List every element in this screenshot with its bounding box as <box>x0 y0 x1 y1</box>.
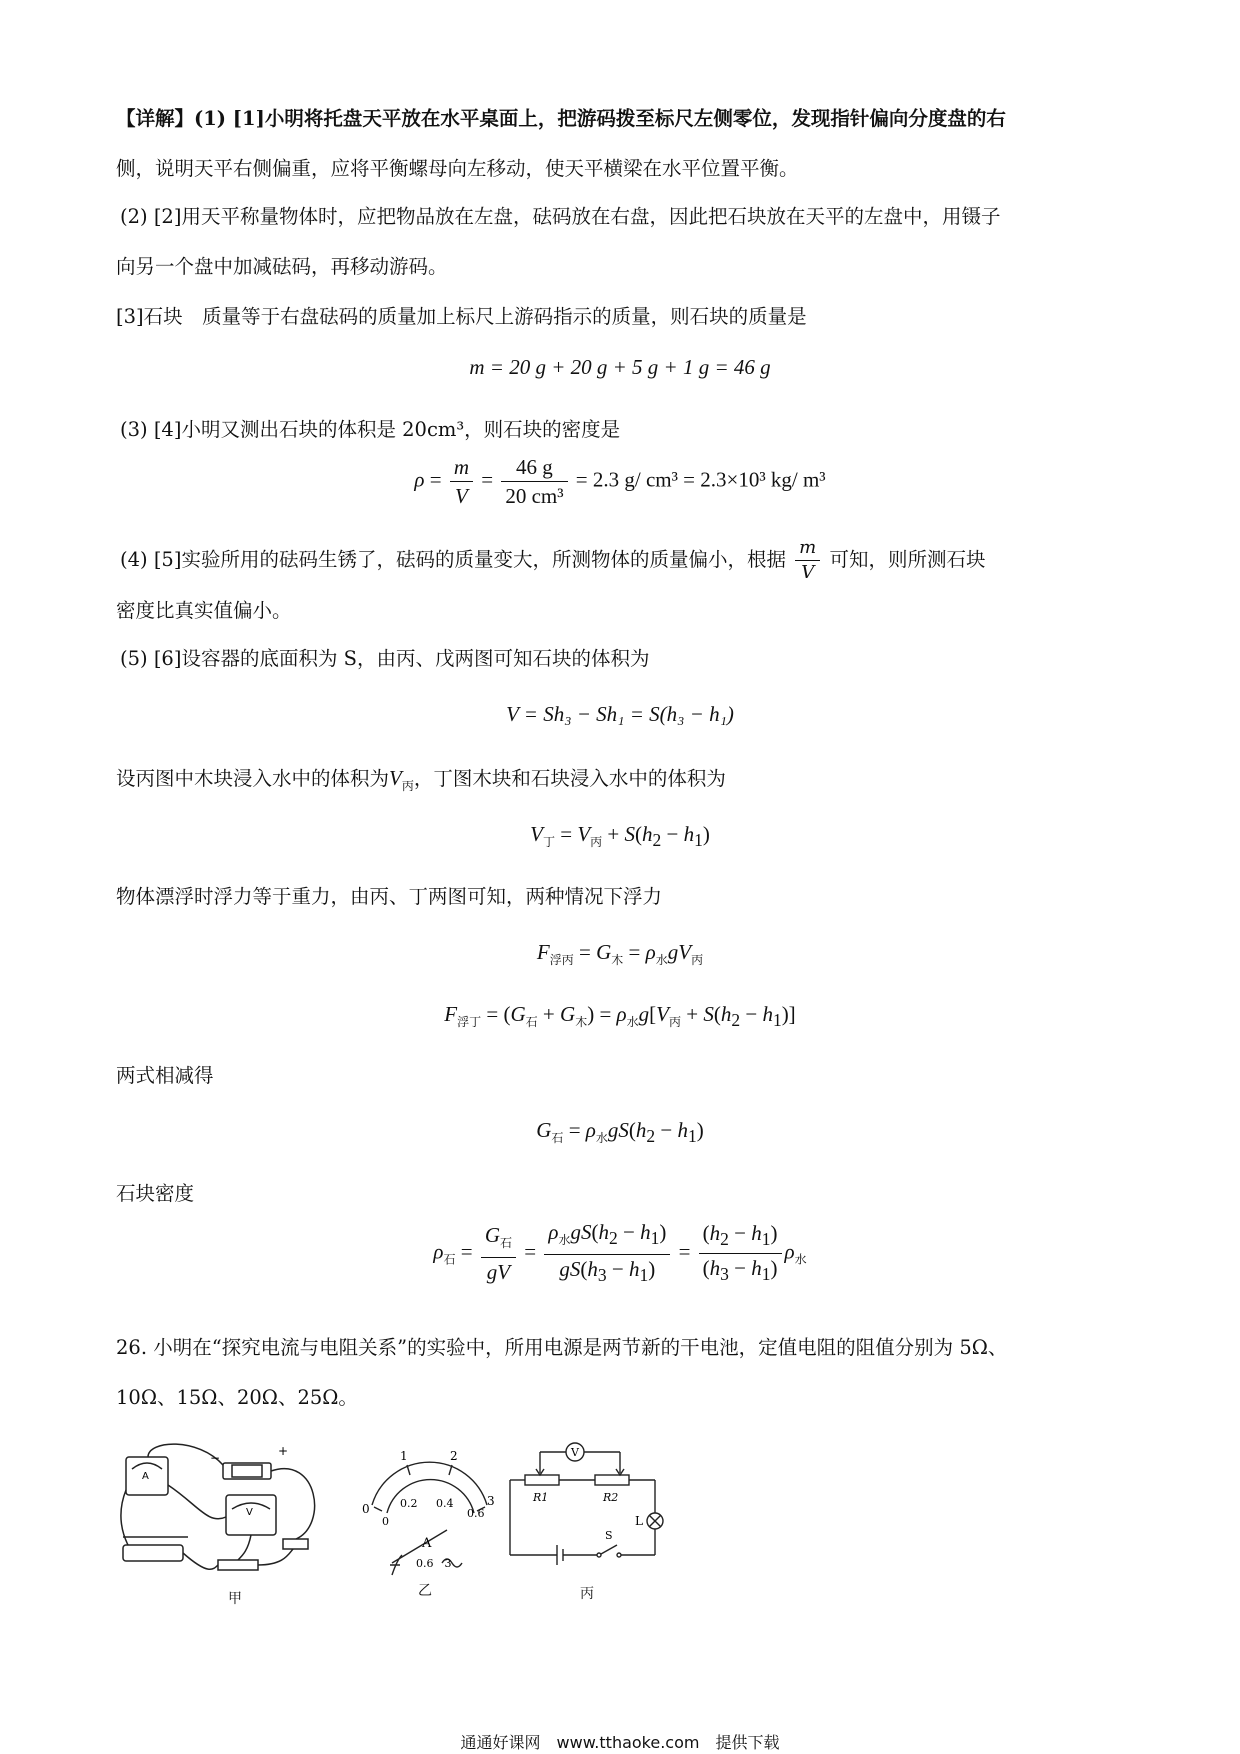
figure-bing-label: 丙 <box>580 1586 594 1602</box>
label-r2: R2 <box>603 1491 619 1504</box>
figure-yi-ammeter <box>352 1435 502 1585</box>
page-footer: 通通好课网 www.tthaoke.com 提供下载 <box>460 1733 780 1752</box>
line-5: [3]石块 质量等于右盘砝码的质量加上标尺上游码指示的质量，则石块的质量是 <box>116 305 807 328</box>
svg-text:+: + <box>278 1444 289 1458</box>
line-10: 设丙图中木块浸入水中的体积为$V_丙$，丁图木块和石块浸入水中的体积为 <box>116 766 726 793</box>
line-11: 物体漂浮时浮力等于重力，由丙、丁两图可知，两种情况下浮力 <box>116 885 663 908</box>
line-1 <box>116 105 1006 133</box>
line-2: 侧，说明天平右侧偏重，应将平衡螺母向左移动，使天平横梁在水平位置平衡。 <box>116 157 799 180</box>
line-9: (5) [6]设容器的底面积为 S，由丙、戊两图可知石块的体积为 <box>120 647 650 670</box>
scale-0-2: 0.2 <box>400 1497 418 1510</box>
label-r1: R1 <box>533 1491 549 1504</box>
label-s: S <box>605 1529 613 1542</box>
svg-text:V: V <box>246 1507 253 1518</box>
stone-weight-equation: $G_石 = \rho_水gS(h_2 - h_1)$ <box>536 1118 704 1147</box>
density-equation: ρ = $\frac{m}{V}$ = $\frac{46 g}{\text{20 cm³}}$ = 2.3 g/ cm³ = 2.3×10³ kg/ m³ <box>414 455 826 508</box>
volume-equation: V = Sh₃ − Sh₁ = S(h₃ − h₁) <box>506 702 734 726</box>
line-12: 两式相减得 <box>116 1064 214 1087</box>
svg-text:A: A <box>142 1471 149 1482</box>
scale-2: 2 <box>450 1449 458 1463</box>
scale-0: 0 <box>362 1502 370 1516</box>
line-13: 石块密度 <box>116 1182 195 1205</box>
scale-1: 1 <box>400 1449 408 1463</box>
scale-0b: 0 <box>382 1515 389 1528</box>
scale-0-4: 0.4 <box>436 1497 454 1510</box>
figure-jia-label: 甲 <box>228 1591 242 1607</box>
line-4: 向另一个盘中加减砝码，再移动游码。 <box>116 255 448 278</box>
line-3: (2) [2]用天平称量物体时，应把物品放在左盘，砝码放在右盘，因此把石块放在天平的左盘中，用镊子 <box>120 205 1001 228</box>
figure-yi-label: 乙 <box>418 1583 432 1599</box>
figure-bing-circuit <box>505 1435 675 1585</box>
detail-heading: 【详解】(1) [1]小明将托盘天平放在水平桌面上，把游码拨至标尺左侧零位，发现指针偏向分度盘的右 <box>116 107 1006 130</box>
line-6: (3) [4]小明又测出石块的体积是 20cm³，则石块的密度是 <box>120 418 621 441</box>
buoyancy-eq-1: $F_{浮丙} = G_木 = \rho_水gV_丙$ <box>536 940 704 968</box>
figure-jia-apparatus <box>118 1435 348 1585</box>
label-l: L <box>635 1514 643 1528</box>
mass-equation: m = 20 g + 20 g + 5 g + 1 g = 46 g <box>469 355 771 379</box>
ammeter-terminals: 0.6 3 <box>416 1557 452 1570</box>
question-26-line-2: 10Ω、15Ω、20Ω、25Ω。 <box>116 1386 358 1409</box>
svg-text:−: − <box>210 1451 221 1465</box>
question-26-line-1: 26. 小明在“探究电流与电阻关系”的实验中，所用电源是两节新的干电池，定值电阻的阻值分别为 5Ω、 <box>116 1336 1008 1359</box>
stone-density-equation: $\rho_石$ = $\frac{G_石}{gV}$ = $\frac{\rho_水gS(h_2 - h_1)}{gS(h_3 - h_1)}$ = $\frac{(h_2 - h_1)}{(h_3 - h_1)}$ $\rho_水$ <box>433 1220 807 1286</box>
buoyancy-eq-2: $F_{浮丁} = (G_石 + G_木) = \rho_水g[V_丙 + S(h_2 - h_1)]$ <box>444 1002 796 1031</box>
scale-3: 3 <box>487 1494 495 1508</box>
scale-0-6: 0.6 <box>467 1507 485 1520</box>
submerged-volume-equation: $V_丁 = V_丙 + S(h_2 - h_1)$ <box>530 822 710 851</box>
ammeter-unit: A <box>422 1536 432 1551</box>
line-7: (4) [5]实验所用的砝码生锈了，砝码的质量变大，所测物体的质量偏小，根据 $\frac{m}{V}$ 可知，则所测石块 <box>120 537 986 583</box>
line-8: 密度比真实值偏小。 <box>116 599 292 622</box>
label-v: V <box>571 1446 579 1459</box>
